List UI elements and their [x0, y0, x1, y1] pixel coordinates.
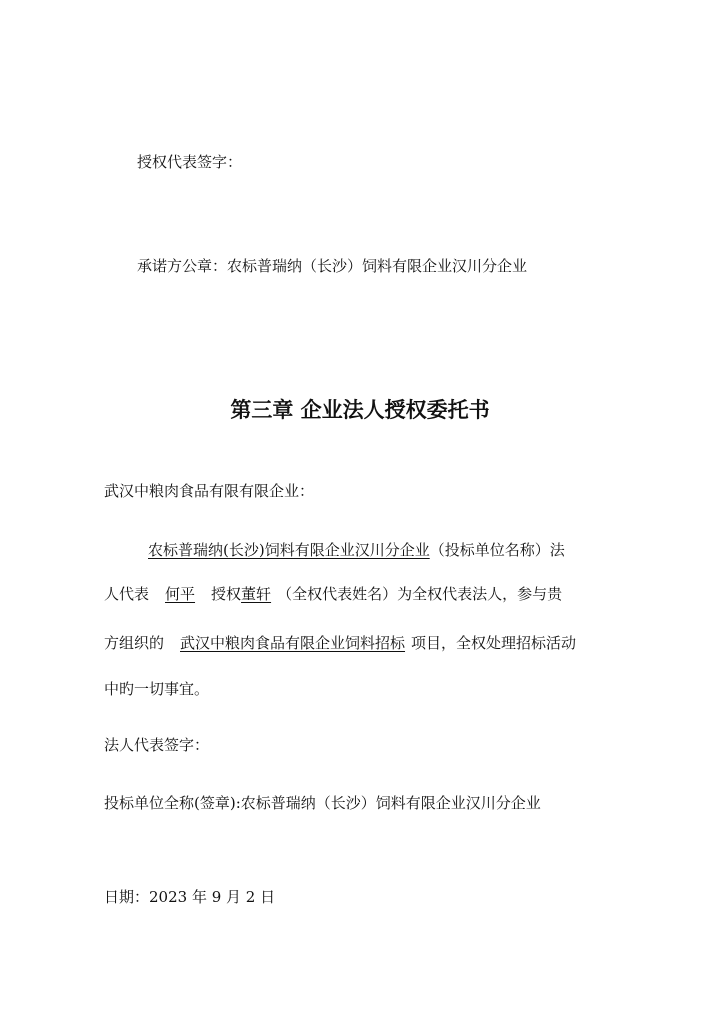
- legal-rep-signature: 法人代表签字：: [104, 736, 210, 754]
- letter-recipient: 武汉中粮肉食品有限有限企业：: [104, 482, 315, 500]
- pledger-seal: [137, 256, 527, 276]
- date-label: 日期：: [104, 888, 150, 906]
- pledger-seal-label: 承诺方公章：: [137, 257, 228, 275]
- bidder-fullname-label: 投标单位全称(签章):: [104, 794, 241, 812]
- project-suffix: 项目，全权处理招标活动: [411, 634, 577, 652]
- letter-body-line-4: 中旳一切事宜。: [104, 680, 210, 698]
- auth-rep-signature: [137, 152, 242, 172]
- date-value: 2023 年 9 月 2 日: [149, 888, 276, 906]
- authorized-rep-note: （全权代表姓名）为全权代表法人，参与贵: [277, 585, 563, 603]
- letter-body-line-2: [104, 584, 562, 604]
- date: [104, 887, 275, 907]
- company-name: 农标普瑞纳(长沙)饲料有限企业汉川分企业: [148, 541, 430, 559]
- bidder-fullname-value: 农标普瑞纳（长沙）饲料有限企业汉川分企业: [240, 794, 541, 812]
- legal-rep-prefix: 人代表: [104, 585, 150, 603]
- auth-rep-signature-label: 授权代表签字：: [137, 153, 243, 171]
- pledger-seal-value: 农标普瑞纳（长沙）饲料有限企业汉川分企业: [227, 257, 528, 275]
- authorized-rep-name: 董轩: [241, 585, 272, 603]
- org-prefix: 方组织的: [104, 634, 165, 652]
- bidder-fullname: [104, 793, 541, 813]
- company-name-note: （投标单位名称）法: [429, 541, 565, 559]
- authorize-word: 授权: [211, 585, 242, 603]
- letter-body-line-3: [104, 633, 576, 653]
- project-name: 武汉中粮肉食品有限企业饲料招标: [180, 634, 406, 652]
- chapter-title: 第三章 企业法人授权委托书: [230, 398, 490, 422]
- letter-body-line-1: [148, 540, 565, 560]
- legal-rep-name: 何平: [165, 585, 196, 603]
